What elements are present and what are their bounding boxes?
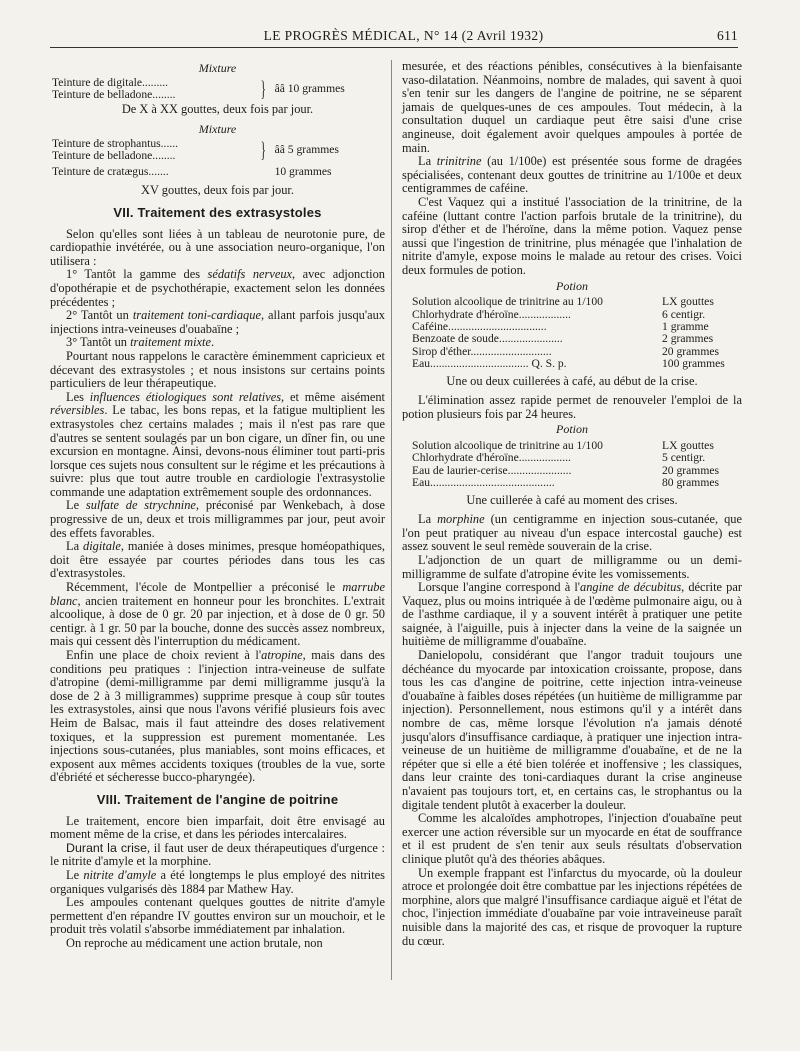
paragraph: Danielopolu, considérant que l'angor traduit toujours une déchéance du myocarde par intoxication croissante, propose, dans tous les cas d'angine de poitrine, cette injection intra-veineuse d'ouabaïne à faibles doses répétées (un huitième de milligramme par injection). Personnellement, nous estimons qu'il y a intérêt dans nombre de cas, même lorsque l'évolution n'a jamais dénoté jusqu'alors d'insuffisance cardiaque, à pratiquer une injection intra-veineuse de un huitième de milligramme d'ouabaïne, et de ne la répéter que si elle a été bien tolérée et inoffensive ; les classiques, dans leur crainte des toni-cardiaques durant la crise angineuse n'avaient pas toujours tort, et, en certains cas, le strophantus ou la digitale tendent plutôt à exacerber la douleur. xyxy=(402,648,742,812)
potion-2 xyxy=(412,440,742,490)
paragraph: 3° Tantôt un traitement mixte. xyxy=(66,335,215,350)
paragraph: Le sulfate de strychnine, préconisé par Wenkebach, à dose progressive de un, deux et trois milligrammes par jour, peut avoir des effets favorables. xyxy=(50,498,386,540)
mixture-2-dose: XV gouttes, deux fois par jour. xyxy=(141,183,294,198)
paragraph: Comme les alcaloïdes amphotropes, l'injection d'ouabaïne peut exercer une action réversible sur un myocarde en état de souffrance et il est prudent de s'en tenir aux seuls résultats d'observation clinique plutôt qu'à des théories abâques. xyxy=(402,811,742,866)
column-divider xyxy=(391,60,392,980)
potion-1-dose: Une ou deux cuillerées à café, au début de la crise. xyxy=(446,373,698,388)
potion-2-title: Potion xyxy=(556,422,588,437)
mixture-1-title: Mixture xyxy=(198,61,237,75)
paragraph: 1° Tantôt la gamme des sédatifs nerveux, avec adjonction d'opothérapie et de psychothérapie, exactement selon les données précédentes ; xyxy=(50,267,385,309)
paragraph: La digitale, maniée à doses minimes, presque homéopathiques, doit être essayée par courtes périodes dans tous les cas d'extrasystoles. xyxy=(50,539,386,581)
section-heading-vii: VII. Traitement des extrasystoles xyxy=(113,205,322,220)
paragraph: Un exemple frappant est l'infarctus du myocarde, où la douleur atroce et prolongée doit être combattue par les injections répétées de morphine, alors que malgré l'insuffisance cardiaque aiguë et l'état de choc, l'injection immédiate d'ouabaïne par voie intraveineuse paraît nuisible dans la majorité des cas, et risque de provoquer la rupture du cœur. xyxy=(402,865,742,948)
mixture-2-item-quantity: 10 grammes xyxy=(274,165,332,179)
paragraph: Selon qu'elles sont liées à un tableau de neurotonie pure, de cardiopathie invétérée, ou à une association neuro-organique, l'on utilisera : xyxy=(50,226,385,268)
potion-row: Solution alcoolique de trinitrine au 1/100 LX gouttes xyxy=(412,295,714,309)
mixture-2-quantity: ââ 5 grammes xyxy=(274,142,339,156)
paragraph: Durant la crise, il faut user de deux thérapeutiques d'urgence : le nitrite d'amyle et la morphine. xyxy=(50,840,385,869)
mixture-1-dose: De X à XX gouttes, deux fois par jour. xyxy=(121,102,314,117)
paragraph: Enfin une place de choix revient à l'atropine, mais dans des conditions peu pratiques : l'injection intra-veineuse de sulfate d'atropine (demi-milligramme par demi milligramme jusqu'à la dose de 2 à 3 milligrammes) supprime presque à coup sûr toutes les extrasystoles, ainsi que nous l'avons vérifié plusieurs fois avec Heim de Balsac, mais il faut atteindre des doses relativement toxiques, et la suppression est purement momentanée. Les injections sous-cutanées, plus maniables, sont moins efficaces, et exposent aux mêmes accidents toxiques (troubles de la vue, sorte d'ébriété et sécheresse bucco-pharyngée). xyxy=(50,648,385,785)
paragraph: Le traitement, encore bien imparfait, doit être envisagé au moment même de la crise, et dans les périodes intercalaires. xyxy=(50,813,385,842)
paragraph: Le nitrite d'amyle a été longtemps le plus employé des nitrites organiques vulgarisés dès 1884 par Mathew Hay. xyxy=(50,867,385,896)
mixture-2-extra xyxy=(52,162,385,182)
potion-row: Eau.................................. Q. S. p. 100 grammes xyxy=(412,357,725,371)
paragraph: Pourtant nous rappelons le caractère éminemment capricieux et décevant des extrasystoles ; et nous insistons sur certains points particuliers de leur thérapeutique. xyxy=(50,348,385,391)
paragraph: 2° Tantôt un traitement toni-cardiaque, allant parfois jusqu'aux injections intra-veineuses d'ouabaïne ; xyxy=(50,308,385,336)
potion-row: Solution alcoolique de trinitrine au 1/100 LX gouttes xyxy=(412,438,714,452)
potion-row: Chlorhydrate d'héroïne.................. 5 centigr. xyxy=(412,451,706,465)
paragraph: Lorsque l'angine correspond à l'angine de décubitus, décrite par Vaquez, plus ou moins intriquée à de l'œdème pulmonaire aigu, ou à de l'asthme cardiaque, il y a souvent intérêt à pratiquer une petite saignée, à l'aiguille, puis à injecter dans la veine de la saignée un huitième de milligramme d'ouabaïne. xyxy=(402,580,742,649)
paragraph: Les ampoules contenant quelques gouttes de nitrite d'amyle permettent d'en répandre IV gouttes environ sur un mouchoir, et le produit très volatil s'absorbe immédiatement par inhalation. xyxy=(50,895,385,937)
journal-title: LE PROGRÈS MÉDICAL, N° 14 (2 Avril 1932) xyxy=(263,28,544,43)
mixture-2-item: Teinture de cratægus....... xyxy=(52,165,169,179)
paragraph: C'est Vaquez qui a institué l'association de la trinitrine, de la caféine (luttant contre l'action parfois brutale de la trinitrine), du sirop d'éther et de l'héroïne, dans la même potion. Vaquez pense aussi que l'ingestion de trinitrine, plus ménagée que l'inhalation de nitrite d'amyle, expose moins le malade au retour des crises. Voici deux formules de potion. xyxy=(402,194,742,277)
mixture-1-quantity: ââ 10 grammes xyxy=(274,81,345,95)
potion-row: Chlorhydrate d'héroïne.................. 6 centigr. xyxy=(412,307,706,321)
potion-1-title: Potion xyxy=(556,278,588,293)
paragraph: L'adjonction de un quart de milligramme ou un demi-milligramme de sulfate d'atropine évite les vomissements. xyxy=(402,552,742,581)
mixture-2-item: Teinture de belladone........ xyxy=(52,149,176,162)
mixture-2-item: Teinture de strophantus...... xyxy=(52,136,179,150)
section-heading-viii: VIII. Traitement de l'angine de poitrine xyxy=(96,791,339,807)
mixture-1 xyxy=(52,77,385,102)
right-column xyxy=(402,60,742,948)
mixture-2-title: Mixture xyxy=(198,122,237,136)
paragraph: On reproche au médicament une action brutale, non xyxy=(66,935,323,950)
potion-row: Eau........................................... 80 grammes xyxy=(412,476,719,490)
potion-row: Benzoate de soude...................... 2 grammes xyxy=(412,332,714,346)
paragraph: Les influences étiologiques sont relatives, et même aisément réversibles. Le tabac, les bons repas, et la fatigue multiplient les extrasystoles chez certains malades ; mais il n'est pas rare que d'autres se sentent soulagés par un bon cigare, un dîner fin, ou une excursion en montagne. Ainsi, devons-nous éliminer tout parti-pris lorsque ces sujets nous consultent sur le régime et les précautions à suivre: plus que tout autre trouble en cardiologie l'extrasystolie commande une adaptation extrêmement souple des ordonnances. xyxy=(50,389,385,499)
paragraph: La morphine (un centigramme en injection sous-cutanée, que l'on peut pratiquer au niveau d'un espace intercostal gauche) est assez souvent le seul remède souverain de la crise. xyxy=(402,512,743,554)
potion-1 xyxy=(412,296,742,370)
paragraph: mesurée, et des réactions pénibles, consécutives à la bienfaisante vaso-dilatation. Néanmoins, nombre de malades, qui savent à quoi s'en tenir sur les dangers de l'angine de poitrine, ne se séparent jamais de quelques-unes de ces ampoules. Tout médecin, à la consultation duquel un cardiaque peut être saisi d'une crise angineuse, doit également avoir quelques ampoules à portée de main. xyxy=(402,59,742,155)
potion-row: Caféine.................................. 1 gramme xyxy=(412,319,709,333)
brace-symbol: } xyxy=(260,76,266,101)
page-number: 611 xyxy=(717,28,738,43)
mixture-2 xyxy=(52,138,385,163)
paragraph: Récemment, l'école de Montpellier a préconisé le marrube blanc, ancien traitement en honneur pour les bronchites. L'extrait alcoolique, à dose de 0 gr. 20 par injection, et à dose de 0 gr. 50 centigr. à 1 gr. 50 par la bouche, donne des succès assez nombreux, mais qui cessent dès l'interruption du médicament. xyxy=(50,580,385,649)
left-column xyxy=(50,60,385,950)
paragraph: La trinitrine (au 1/100e) est présentée sous forme de dragées spécialisées, contenant deux gouttes de trinitrine au 1/100e et deux centigrammes de caféine. xyxy=(402,154,742,196)
brace-symbol: } xyxy=(260,137,266,162)
potion-2-dose: Une cuillerée à café au moment des crises. xyxy=(466,492,678,507)
mixture-1-item: Teinture de belladone........ xyxy=(52,88,176,101)
header-rule xyxy=(50,47,738,48)
paragraph: L'élimination assez rapide permet de renouveler l'emploi de la potion plusieurs fois par 24 heures. xyxy=(402,393,742,421)
potion-row: Eau de laurier-cerise...................... 20 grammes xyxy=(412,463,719,477)
mixture-1-item: Teinture de digitale......... xyxy=(52,75,169,89)
potion-row: Sirop d'éther............................ 20 grammes xyxy=(412,344,719,358)
